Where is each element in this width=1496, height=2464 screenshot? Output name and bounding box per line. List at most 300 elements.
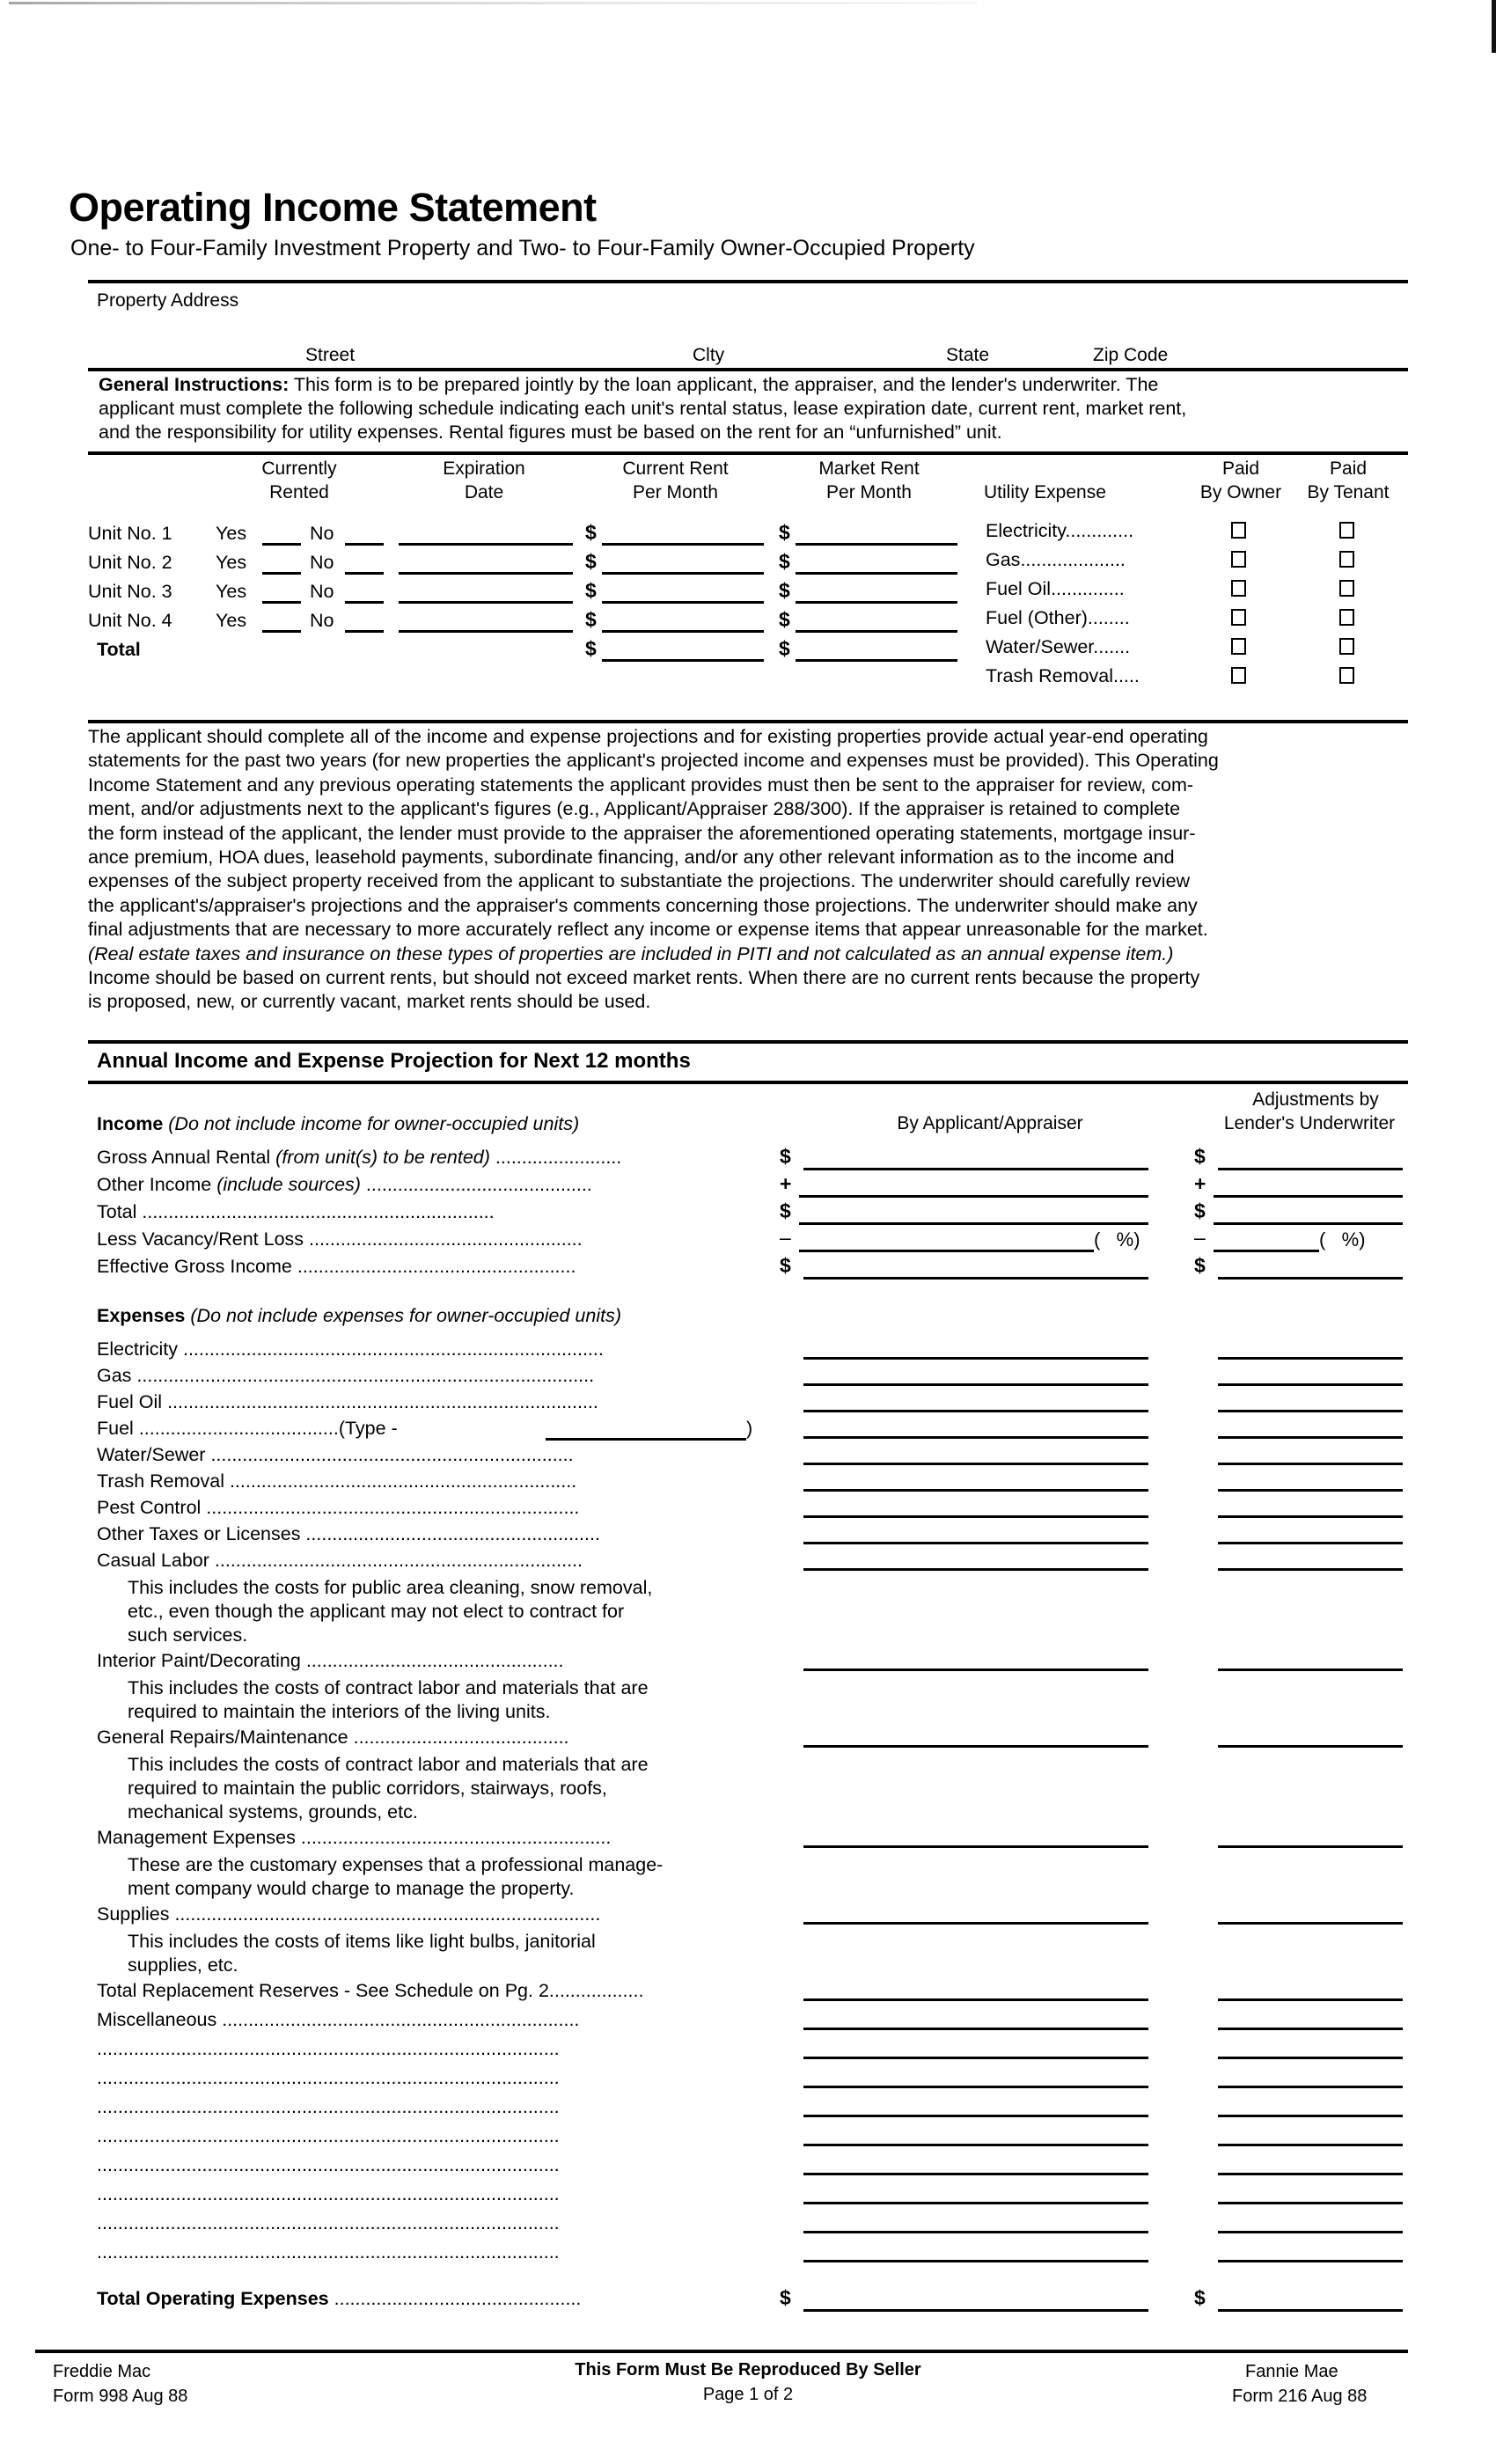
unit-row-3-label: Unit No. 3	[88, 581, 172, 602]
rule-under-instructions	[88, 451, 1408, 455]
expense-row-8-label	[97, 1550, 583, 1572]
col-paid-owner-l1: Paid	[1221, 458, 1260, 479]
utility-row-1-tenant-checkbox[interactable]	[1339, 551, 1354, 568]
unit-row-2-market-rent-dollar: $	[779, 550, 790, 573]
col-market-rent-l1: Market Rent	[818, 458, 920, 479]
income-row-3-minus-applicant: –	[780, 1226, 791, 1249]
address-field-state-label: State	[946, 345, 990, 365]
interior-paint-label	[97, 1650, 564, 1672]
supplies-note-line-2: supplies, etc.	[128, 1954, 238, 1976]
unit-row-2-yes-label: Yes	[216, 552, 247, 573]
applicant-paragraph-line-3: Income Statement and any previous operating statements the applicant provides must then be sent to the appraiser for review, com-	[88, 774, 1194, 796]
col-paid-tenant-l1: Paid	[1329, 458, 1368, 479]
blank-row-1-adjust-blank[interactable]	[1218, 2086, 1403, 2088]
unit-row-2-market-rent-blank[interactable]	[796, 572, 957, 575]
income-row-3-text: Less Vacancy/Rent Loss	[97, 1228, 310, 1250]
unit-row-4-current-rent-dollar: $	[585, 608, 597, 631]
income-row-4-adjust-blank[interactable]	[1218, 1277, 1403, 1280]
expense-row-2-dots: ..................................................................................	[167, 1391, 598, 1412]
col-currently-rented-l2: Rented	[269, 482, 329, 502]
expense-row-7-label	[97, 1523, 600, 1545]
blank-row-5-applicant-blank[interactable]	[803, 2202, 1148, 2204]
income-row-1-text: Other Income	[97, 1174, 217, 1195]
general-repairs-adjust-blank[interactable]	[1218, 1745, 1403, 1748]
blank-row-4-adjust-blank[interactable]	[1218, 2173, 1403, 2175]
income-row-0-dots: ........................	[489, 1147, 622, 1168]
rent-schedule-total-current-dollar: $	[585, 637, 597, 660]
unit-row-3-current-rent-dollar: $	[585, 579, 597, 602]
supplies-text: Supplies	[97, 1903, 175, 1925]
general-repairs-dots: .........................................	[353, 1727, 569, 1748]
unit-row-2-current-rent-dollar: $	[585, 550, 597, 573]
address-field-zip-label: Zip Code	[1093, 345, 1169, 365]
total-operating-applicant-blank[interactable]	[803, 2309, 1148, 2312]
total-operating-adjust-blank[interactable]	[1218, 2309, 1403, 2312]
supplies-label	[97, 1903, 600, 1925]
expense-row-1-adjust-blank[interactable]	[1218, 1383, 1403, 1386]
income-row-3-label	[97, 1228, 583, 1250]
general-instructions-line-2: applicant must complete the following schedule indicating each unit's rental status, lease expiration date, current rent, market rent,	[99, 398, 1187, 419]
col-currently-rented-l1: Currently	[261, 458, 337, 479]
blank-row-0-dots: ........................................................................................	[97, 2038, 560, 2059]
applicant-paragraph-line-9: final adjustments that are necessary to more accurately reflect any income or expense items that appear unreasonable for the market.	[88, 919, 1208, 941]
total-operating-dollar-applicant: $	[780, 2286, 791, 2309]
income-row-0-dollar-adjust: $	[1194, 1145, 1206, 1168]
income-row-0-italic: (from unit(s) to be rented)	[275, 1147, 490, 1168]
utility-row-0-label	[986, 520, 1133, 542]
expense-row-5-label	[97, 1470, 576, 1492]
rule-above-footer	[35, 2350, 1408, 2353]
projection-banner-title: Annual Income and Expense Projection for Next 12 months	[97, 1049, 691, 1073]
general-repairs-applicant-blank[interactable]	[803, 1745, 1148, 1748]
blank-row-6-dots: ........................................................................................	[97, 2212, 560, 2233]
col-paid-tenant-l2: By Tenant	[1307, 482, 1390, 502]
rule-below-projection-banner	[88, 1081, 1408, 1084]
unit-row-1-no-blank[interactable]	[345, 543, 384, 546]
expense-row-2-text: Fuel Oil	[97, 1391, 168, 1412]
footer-right-line-1: Fannie Mae	[1245, 2362, 1338, 2381]
unit-row-3-expiration-blank[interactable]	[399, 601, 573, 604]
blank-row-1-dots: ........................................................................................	[97, 2067, 560, 2088]
applicant-paragraph-line-12: is proposed, new, or currently vacant, market rents should be used.	[88, 991, 651, 1013]
utility-row-4-label	[986, 636, 1130, 658]
unit-row-1-yes-blank[interactable]	[262, 543, 301, 546]
expense-row-6-dots: .......................................................................	[206, 1497, 580, 1518]
blank-row-6-applicant-blank[interactable]	[803, 2231, 1148, 2233]
expense-row-8-adjust-blank[interactable]	[1218, 1568, 1403, 1571]
expense-row-1-applicant-blank[interactable]	[803, 1383, 1148, 1386]
income-row-0-applicant-blank[interactable]	[803, 1168, 1148, 1170]
blank-row-5-dots: ........................................................................................	[97, 2183, 560, 2204]
col-current-rent-l1: Current Rent	[622, 458, 729, 479]
unit-row-1-yes-label: Yes	[216, 523, 247, 544]
utility-row-0-name: Electricity	[986, 520, 1066, 541]
income-row-0-dollar-applicant: $	[780, 1145, 791, 1168]
blank-row-4-dots: ........................................................................................	[97, 2154, 560, 2175]
col-market-rent-l2: Per Month	[826, 482, 912, 502]
unit-row-1-no-label: No	[310, 523, 334, 544]
utility-row-4-name: Water/Sewer	[986, 636, 1094, 657]
income-row-1-label	[97, 1174, 592, 1196]
income-row-2-adjust-blank[interactable]	[1214, 1222, 1403, 1225]
general-repairs-label	[97, 1727, 569, 1749]
expense-row-4-text: Water/Sewer	[97, 1444, 211, 1465]
utility-row-1-name: Gas	[986, 549, 1021, 570]
address-field-street-label: Street	[305, 345, 356, 365]
unit-row-4-yes-blank[interactable]	[262, 630, 301, 633]
general-repairs-note-line-1: This includes the costs of contract labor and materials that are	[128, 1754, 649, 1775]
income-row-1-plus-adjust: +	[1194, 1172, 1206, 1195]
utility-row-5-label	[986, 665, 1140, 687]
income-row-2-dots: ...................................................................	[142, 1201, 495, 1222]
management-adjust-blank[interactable]	[1218, 1845, 1403, 1848]
rent-schedule-total-label: Total	[97, 639, 141, 660]
utility-row-3-dots: ........	[1087, 607, 1130, 628]
income-row-2-dollar-applicant: $	[780, 1199, 791, 1222]
expense-row-0-label	[97, 1338, 604, 1360]
rent-schedule-total-market-dollar: $	[779, 637, 790, 660]
total-operating-expenses-text: Total Operating Expenses	[97, 2288, 334, 2309]
applicant-paragraph-line-10: (Real estate taxes and insurance on these types of properties are included in PITI and not calculated as an annual expense item.)	[88, 942, 1174, 964]
expense-row-3-type-label: (Type -	[338, 1418, 398, 1439]
expense-row-2-applicant-blank[interactable]	[803, 1410, 1148, 1412]
interior-paint-adjust-blank[interactable]	[1218, 1668, 1403, 1671]
interior-paint-note-line-1: This includes the costs of contract labor and materials that are	[128, 1677, 649, 1698]
applicant-paragraph-line-11: Income should be based on current rents, but should not exceed market rents. When there are no current rents because the property	[88, 967, 1200, 989]
utility-row-3-name: Fuel (Other)	[986, 607, 1088, 628]
unit-row-4-expiration-blank[interactable]	[399, 630, 573, 633]
casual-labor-note-line-2: etc., even though the applicant may not elect to contract for	[128, 1601, 625, 1622]
income-row-2-dollar-adjust: $	[1194, 1199, 1206, 1222]
income-row-3-pct-open-applicant: (	[1094, 1228, 1101, 1250]
utility-row-4-dots: .......	[1093, 636, 1131, 657]
col-current-rent-l2: Per Month	[633, 482, 718, 502]
blank-row-5-adjust-blank[interactable]	[1218, 2202, 1403, 2204]
income-row-4-dollar-applicant: $	[780, 1254, 791, 1277]
income-row-2-label	[97, 1201, 495, 1223]
income-row-3-minus-adjust: –	[1194, 1226, 1206, 1249]
replacement-reserves-applicant-blank[interactable]	[803, 1998, 1148, 2001]
miscellaneous-text: Miscellaneous	[97, 2009, 223, 2030]
income-row-1-adjust-blank[interactable]	[1214, 1195, 1403, 1198]
applicant-paragraph-line-7: expenses of the subject property received from the applicant to substantiate the projections. The underwriter should carefully review	[88, 870, 1191, 892]
unit-row-3-market-rent-blank[interactable]	[796, 601, 957, 604]
income-row-0-text: Gross Annual Rental	[97, 1147, 276, 1168]
supplies-adjust-blank[interactable]	[1218, 1922, 1403, 1925]
address-field-city-label: Clty	[693, 345, 725, 365]
rule-above-projection-banner	[88, 1040, 1408, 1044]
expenses-heading-italic: (Do not include expenses for owner-occupied units)	[185, 1305, 621, 1326]
general-repairs-note-line-2: required to maintain the public corridors, stairways, roofs,	[128, 1778, 607, 1799]
blank-row-2-dots: ........................................................................................	[97, 2096, 560, 2117]
expense-row-6-applicant-blank[interactable]	[803, 1515, 1148, 1518]
utility-row-1-dots: ....................	[1020, 549, 1126, 570]
income-row-3-pct-open-adjust: (	[1319, 1228, 1326, 1250]
general-repairs-note-line-3: mechanical systems, grounds, etc.	[128, 1801, 418, 1822]
expense-row-3-adjust-blank[interactable]	[1218, 1436, 1403, 1439]
income-row-3-adjust-blank[interactable]	[1214, 1250, 1319, 1252]
utility-row-1-owner-checkbox[interactable]	[1231, 551, 1246, 568]
total-operating-expenses-label	[97, 2288, 581, 2310]
income-row-3-pct-sign-applicant: %)	[1116, 1228, 1140, 1250]
expense-row-3-label	[97, 1418, 398, 1440]
expense-row-6-text: Pest Control	[97, 1497, 207, 1518]
unit-row-1-expiration-blank[interactable]	[399, 543, 573, 546]
utility-row-2-owner-checkbox[interactable]	[1231, 580, 1246, 597]
management-note-line-2: ment company would charge to manage the property.	[128, 1878, 575, 1899]
income-row-2-applicant-blank[interactable]	[799, 1222, 1148, 1225]
expense-row-8-text: Casual Labor	[97, 1550, 215, 1571]
footer-left-line-2: Form 998 Aug 88	[53, 2387, 188, 2406]
rule-above-applicant-paragraph	[88, 720, 1408, 723]
supplies-applicant-blank[interactable]	[803, 1922, 1148, 1925]
replacement-reserves-adjust-blank[interactable]	[1218, 1998, 1403, 2001]
utility-row-5-dots: .....	[1112, 665, 1140, 686]
utility-row-5-tenant-checkbox[interactable]	[1339, 667, 1354, 684]
replacement-reserves-text: Total Replacement Reserves - See Schedule on Pg. 2	[97, 1980, 549, 2001]
income-heading-italic: (Do not include income for owner-occupied units)	[163, 1113, 580, 1134]
page-subtitle: One- to Four-Family Investment Property and Two- to Four-Family Owner-Occupied Property	[70, 236, 975, 260]
expense-row-0-adjust-blank[interactable]	[1218, 1357, 1403, 1360]
expenses-heading	[97, 1305, 621, 1327]
management-label	[97, 1827, 611, 1849]
casual-labor-note-line-3: such services.	[128, 1624, 248, 1646]
utility-row-1-label	[986, 549, 1126, 571]
page-title: Operating Income Statement	[69, 185, 597, 230]
expense-row-0-applicant-blank[interactable]	[803, 1357, 1148, 1360]
blank-row-0-applicant-blank[interactable]	[803, 2057, 1148, 2059]
utility-row-3-tenant-checkbox[interactable]	[1339, 609, 1354, 626]
interior-paint-dots: .................................................	[305, 1650, 564, 1671]
income-row-0-adjust-blank[interactable]	[1218, 1168, 1403, 1170]
blank-row-3-dots: ........................................................................................	[97, 2125, 560, 2146]
unit-row-4-no-blank[interactable]	[345, 630, 384, 633]
applicant-paragraph-line-4: ment, and/or adjustments next to the applicant's figures (e.g., Applicant/Appraiser 288/300). If the appraiser is retained to complete	[88, 798, 1181, 820]
applicant-paragraph-line-5: the form instead of the applicant, the lender must provide to the appraiser the aforementioned operating statements, mortgage insur-	[88, 822, 1196, 844]
expense-row-6-adjust-blank[interactable]	[1218, 1515, 1403, 1518]
income-row-3-dots: ....................................................	[309, 1228, 583, 1250]
blank-row-1-applicant-blank[interactable]	[803, 2086, 1148, 2088]
applicant-paragraph-line-8: the applicant's/appraiser's projections and the appraiser's comments concerning those projections. The underwriter should make any	[88, 894, 1198, 916]
expense-row-4-applicant-blank[interactable]	[803, 1463, 1148, 1465]
income-row-4-dots: .....................................................	[297, 1256, 576, 1277]
utility-row-5-owner-checkbox[interactable]	[1231, 667, 1246, 684]
total-operating-expenses-dots: ...............................................	[334, 2288, 582, 2309]
management-applicant-blank[interactable]	[803, 1845, 1148, 1848]
interior-paint-note-line-2: required to maintain the interiors of the living units.	[128, 1701, 551, 1722]
col-adjustments-l1: Adjustments by	[1252, 1089, 1379, 1110]
supplies-dots: .................................................................................	[174, 1903, 601, 1925]
utility-row-2-dots: ..............	[1051, 578, 1125, 599]
income-row-0-label	[97, 1147, 621, 1169]
income-row-3-pct-adjust	[1319, 1228, 1366, 1251]
income-row-4-label	[97, 1256, 576, 1278]
blank-row-4-applicant-blank[interactable]	[803, 2173, 1148, 2175]
income-row-3-applicant-blank[interactable]	[799, 1250, 1094, 1252]
unit-row-4-market-rent-dollar: $	[779, 608, 790, 631]
expenses-heading-bold: Expenses	[97, 1305, 186, 1326]
income-row-1-applicant-blank[interactable]	[799, 1195, 1148, 1198]
applicant-paragraph-line-2: statements for the past two years (for new properties the applicant's projected income and expenses must be provided). This Operating	[88, 750, 1219, 772]
utility-row-2-label	[986, 578, 1125, 600]
blank-row-6-adjust-blank[interactable]	[1218, 2231, 1403, 2233]
col-utility-expense: Utility Expense	[984, 482, 1106, 502]
utility-row-2-name: Fuel Oil	[986, 578, 1052, 599]
general-instructions-heading: General Instructions:	[99, 374, 290, 395]
unit-row-3-no-label: No	[310, 581, 334, 602]
col-adjustments-l2: Lender's Underwriter	[1223, 1113, 1396, 1133]
footer-center-line-1: This Form Must Be Reproduced By Seller	[575, 2360, 921, 2380]
col-by-applicant-appraiser: By Applicant/Appraiser	[897, 1113, 1083, 1133]
expense-row-5-dots: ..................................................................	[229, 1470, 577, 1492]
utility-row-0-owner-checkbox[interactable]	[1231, 522, 1246, 539]
col-expiration-l1: Expiration	[443, 458, 525, 479]
expense-row-3-type-close: )	[746, 1418, 753, 1439]
blank-row-0-adjust-blank[interactable]	[1218, 2057, 1403, 2059]
expense-row-7-applicant-blank[interactable]	[803, 1542, 1148, 1544]
expense-row-2-label	[97, 1391, 598, 1413]
unit-row-3-no-blank[interactable]	[345, 601, 384, 604]
income-row-3-pct-applicant	[1094, 1228, 1140, 1251]
expense-row-4-label	[97, 1444, 574, 1466]
unit-row-1-market-rent-blank[interactable]	[796, 543, 957, 546]
income-row-1-plus-applicant: +	[780, 1172, 792, 1195]
management-note-line-1: These are the customary expenses that a professional manage-	[128, 1854, 664, 1875]
expense-row-2-adjust-blank[interactable]	[1218, 1410, 1403, 1412]
income-heading-bold: Income	[97, 1113, 164, 1134]
miscellaneous-label	[97, 2009, 579, 2031]
expense-row-4-adjust-blank[interactable]	[1218, 1463, 1403, 1465]
replacement-reserves-dots: ..................	[548, 1980, 644, 2001]
income-row-4-applicant-blank[interactable]	[803, 1277, 1148, 1280]
unit-row-2-no-label: No	[310, 552, 334, 573]
unit-row-4-no-label: No	[310, 610, 334, 631]
general-repairs-text: General Repairs/Maintenance	[97, 1727, 354, 1748]
expense-row-8-dots: ......................................................................	[214, 1550, 583, 1571]
unit-row-2-expiration-blank[interactable]	[399, 572, 573, 575]
unit-row-2-label: Unit No. 2	[88, 552, 172, 573]
total-operating-dollar-adjust: $	[1194, 2286, 1206, 2309]
unit-row-4-yes-label: Yes	[216, 610, 247, 631]
blank-row-7-applicant-blank[interactable]	[803, 2260, 1148, 2262]
expense-row-1-text: Gas	[97, 1365, 137, 1386]
utility-row-5-name: Trash Removal	[986, 665, 1113, 686]
expense-row-3-fuel-type-blank[interactable]	[546, 1438, 746, 1441]
col-expiration-l2: Date	[464, 482, 504, 502]
income-row-4-dollar-adjust: $	[1194, 1254, 1206, 1277]
expense-row-3-applicant-blank[interactable]	[803, 1436, 1148, 1439]
applicant-paragraph	[88, 725, 1408, 1015]
expense-row-4-dots: .....................................................................	[210, 1444, 574, 1465]
supplies-note-line-1: This includes the costs of items like light bulbs, janitorial	[128, 1931, 596, 1952]
blank-row-2-adjust-blank[interactable]	[1218, 2115, 1403, 2117]
income-row-1-dots: ...........................................	[360, 1174, 592, 1195]
utility-row-4-tenant-checkbox[interactable]	[1339, 638, 1354, 655]
utility-row-0-dots: .............	[1065, 520, 1134, 541]
expense-row-3-text: Fuel	[97, 1418, 139, 1439]
footer-center-line-2: Page 1 of 2	[702, 2385, 794, 2404]
miscellaneous-dots: ....................................................................	[222, 2009, 580, 2030]
expense-row-5-adjust-blank[interactable]	[1218, 1489, 1403, 1492]
general-instructions-line-1	[99, 373, 1158, 397]
expense-row-5-text: Trash Removal	[97, 1470, 230, 1492]
miscellaneous-applicant-blank[interactable]	[803, 2028, 1148, 2030]
expense-row-8-applicant-blank[interactable]	[803, 1568, 1148, 1571]
rent-schedule-total-current-blank[interactable]	[602, 659, 764, 662]
income-row-4-text: Effective Gross Income	[97, 1256, 297, 1277]
management-text: Management Expenses	[97, 1827, 301, 1848]
management-dots: ...........................................................	[300, 1827, 612, 1848]
casual-labor-note-line-1: This includes the costs for public area cleaning, snow removal,	[128, 1577, 653, 1598]
blank-row-7-adjust-blank[interactable]	[1218, 2260, 1403, 2262]
blank-row-2-applicant-blank[interactable]	[803, 2115, 1148, 2117]
expense-row-7-text: Other Taxes or Licenses	[97, 1523, 306, 1544]
income-row-2-text: Total	[97, 1201, 143, 1222]
unit-row-2-no-blank[interactable]	[345, 572, 384, 575]
col-paid-owner-l2: By Owner	[1199, 482, 1282, 502]
scan-artifact-top	[9, 2, 977, 4]
unit-row-3-current-rent-blank[interactable]	[602, 601, 764, 604]
utility-row-2-tenant-checkbox[interactable]	[1339, 580, 1354, 597]
general-instructions-text-1: This form is to be prepared jointly by the loan applicant, the appraiser, and the lender's underwriter. The	[289, 374, 1159, 395]
income-heading	[97, 1113, 579, 1135]
unit-row-1-current-rent-blank[interactable]	[602, 543, 764, 546]
unit-row-3-market-rent-dollar: $	[779, 579, 790, 602]
income-row-1-italic: (include sources)	[216, 1174, 361, 1195]
expense-row-0-dots: ................................................................................	[182, 1338, 604, 1360]
unit-row-4-current-rent-blank[interactable]	[602, 630, 764, 633]
unit-row-1-label: Unit No. 1	[88, 523, 172, 544]
utility-row-0-tenant-checkbox[interactable]	[1339, 522, 1354, 539]
unit-row-2-yes-blank[interactable]	[262, 572, 301, 575]
blank-row-3-adjust-blank[interactable]	[1218, 2144, 1403, 2146]
unit-row-2-current-rent-blank[interactable]	[602, 572, 764, 575]
expense-row-5-applicant-blank[interactable]	[803, 1489, 1148, 1492]
unit-row-1-market-rent-dollar: $	[779, 521, 790, 544]
footer-left-line-1: Freddie Mac	[53, 2362, 151, 2381]
general-instructions-line-3: and the responsibility for utility expenses. Rental figures must be based on the rent for an “unfurnished” unit.	[99, 422, 1002, 443]
income-row-3-pct-sign-adjust: %)	[1341, 1228, 1366, 1250]
miscellaneous-adjust-blank[interactable]	[1218, 2028, 1403, 2030]
utility-row-3-owner-checkbox[interactable]	[1231, 609, 1246, 626]
interior-paint-applicant-blank[interactable]	[803, 1668, 1148, 1671]
expense-row-6-label	[97, 1497, 579, 1519]
applicant-paragraph-line-1: The applicant should complete all of the income and expense projections and for existing properties provide actual year-end operating	[88, 726, 1208, 747]
property-address-label: Property Address	[97, 290, 239, 311]
expense-row-0-text: Electricity	[97, 1338, 183, 1360]
rule-under-address	[88, 368, 1408, 371]
unit-row-1-current-rent-dollar: $	[585, 521, 597, 544]
replacement-reserves-label	[97, 1980, 643, 2002]
unit-row-4-market-rent-blank[interactable]	[796, 630, 957, 633]
scan-artifact-right-edge	[1492, 0, 1496, 53]
rent-schedule-total-market-blank[interactable]	[796, 659, 957, 662]
utility-row-3-label	[986, 607, 1130, 629]
expense-row-1-label	[97, 1365, 594, 1387]
unit-row-3-yes-label: Yes	[216, 581, 247, 602]
expense-row-1-dots: .......................................................................................	[136, 1365, 595, 1386]
blank-row-3-applicant-blank[interactable]	[803, 2144, 1148, 2146]
utility-row-4-owner-checkbox[interactable]	[1231, 638, 1246, 655]
footer-right-line-2: Form 216 Aug 88	[1232, 2387, 1368, 2406]
unit-row-4-label: Unit No. 4	[88, 610, 172, 631]
rule-under-title	[88, 280, 1408, 283]
blank-row-7-dots: ........................................................................................	[97, 2241, 560, 2262]
expense-row-7-dots: ........................................................	[305, 1523, 600, 1544]
expense-row-7-adjust-blank[interactable]	[1218, 1542, 1403, 1544]
unit-row-3-yes-blank[interactable]	[262, 601, 301, 604]
applicant-paragraph-line-6: ance premium, HOA dues, leasehold payments, subordinate financing, and/or any other relevant information as to the income and	[88, 847, 1175, 869]
